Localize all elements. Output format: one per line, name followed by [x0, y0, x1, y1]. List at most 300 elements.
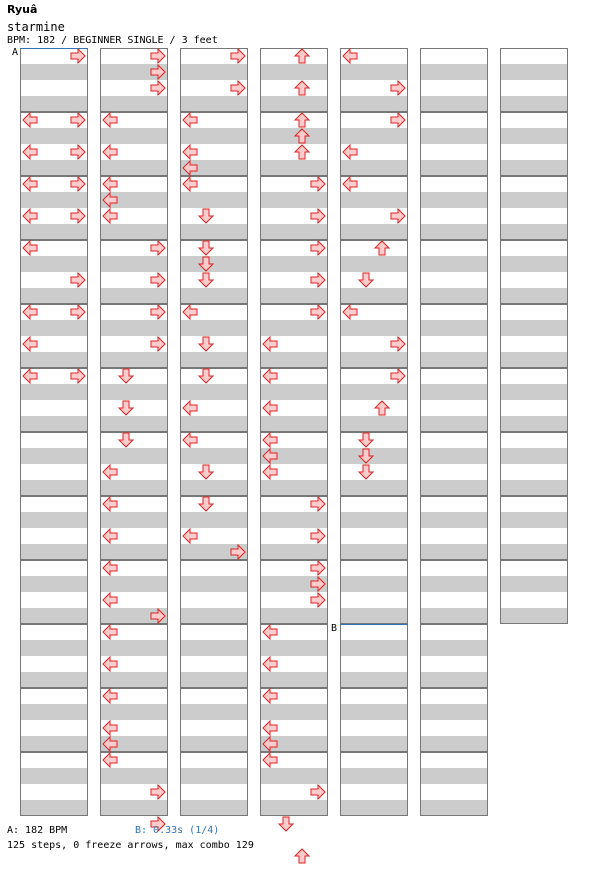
step-stats: 125 steps, 0 freeze arrows, max combo 129	[7, 840, 254, 851]
beat-stripe	[180, 416, 248, 432]
beat-stripe	[260, 768, 328, 784]
beat-stripe	[420, 512, 488, 528]
beat-stripe	[340, 720, 408, 736]
beat-stripe	[420, 176, 488, 192]
beat-stripe	[420, 496, 488, 512]
beat-stripe	[180, 608, 248, 624]
up-arrow-icon	[295, 849, 309, 863]
beat-stripe	[500, 464, 568, 480]
measure	[180, 560, 248, 624]
beat-stripe	[180, 592, 248, 608]
beat-stripe	[180, 624, 248, 640]
down-arrow-icon	[279, 817, 293, 831]
beat-stripe	[180, 752, 248, 768]
beat-stripe	[180, 800, 248, 816]
beat-stripe	[260, 704, 328, 720]
beat-stripe	[180, 768, 248, 784]
beat-stripe	[500, 256, 568, 272]
beat-stripe	[420, 480, 488, 496]
beat-stripe	[420, 64, 488, 80]
beat-stripe	[20, 688, 88, 704]
beat-stripe	[180, 208, 248, 224]
beat-stripe	[180, 352, 248, 368]
beat-stripe	[420, 48, 488, 64]
beat-stripe	[500, 432, 568, 448]
beat-stripe	[340, 800, 408, 816]
beat-stripe	[100, 320, 168, 336]
beat-stripe	[180, 512, 248, 528]
beat-stripe	[420, 432, 488, 448]
beat-stripe	[260, 320, 328, 336]
beat-stripe	[420, 704, 488, 720]
beat-stripe	[500, 96, 568, 112]
beat-stripe	[100, 288, 168, 304]
beat-stripe	[180, 272, 248, 288]
beat-stripe	[100, 256, 168, 272]
measure	[500, 176, 568, 240]
beat-stripe	[420, 256, 488, 272]
beat-stripe	[340, 704, 408, 720]
measure	[420, 240, 488, 304]
beat-stripe	[420, 144, 488, 160]
beat-stripe	[420, 160, 488, 176]
beat-stripe	[420, 784, 488, 800]
beat-stripe	[420, 336, 488, 352]
beat-stripe	[260, 128, 328, 144]
beat-stripe	[180, 480, 248, 496]
beat-stripe	[420, 224, 488, 240]
measure	[420, 560, 488, 624]
beat-stripe	[420, 576, 488, 592]
beat-stripe	[20, 800, 88, 816]
beat-stripe	[20, 720, 88, 736]
beat-stripe	[500, 512, 568, 528]
beat-stripe	[180, 224, 248, 240]
beat-stripe	[420, 208, 488, 224]
beat-stripe	[500, 144, 568, 160]
beat-stripe	[420, 736, 488, 752]
beat-stripe	[340, 528, 408, 544]
beat-stripe	[180, 496, 248, 512]
beat-stripe	[340, 576, 408, 592]
chart-column	[340, 48, 408, 816]
beat-stripe	[420, 368, 488, 384]
measure	[340, 560, 408, 624]
beat-stripe	[260, 640, 328, 656]
beat-stripe	[20, 736, 88, 752]
beat-stripe	[420, 80, 488, 96]
beat-stripe	[420, 96, 488, 112]
beat-stripe	[260, 80, 328, 96]
bpm-legend: A: 182 BPM	[7, 825, 68, 836]
beat-stripe	[260, 416, 328, 432]
beat-stripe	[260, 288, 328, 304]
beat-stripe	[340, 352, 408, 368]
beat-stripe	[260, 160, 328, 176]
beat-stripe	[420, 656, 488, 672]
beat-stripe	[420, 320, 488, 336]
beat-stripe	[20, 400, 88, 416]
beat-stripe	[420, 192, 488, 208]
beat-stripe	[20, 80, 88, 96]
beat-stripe	[420, 304, 488, 320]
measure	[340, 624, 408, 688]
beat-stripe	[340, 448, 408, 464]
beat-stripe	[100, 576, 168, 592]
beat-stripe	[340, 160, 408, 176]
beat-stripe	[100, 512, 168, 528]
beat-stripe	[340, 608, 408, 624]
beat-stripe	[100, 368, 168, 384]
beat-stripe	[20, 352, 88, 368]
beat-stripe	[100, 160, 168, 176]
beat-stripe	[20, 560, 88, 576]
beat-stripe	[260, 384, 328, 400]
measure	[500, 560, 568, 624]
beat-stripe	[100, 384, 168, 400]
beat-stripe	[340, 256, 408, 272]
beat-stripe	[20, 288, 88, 304]
beat-stripe	[180, 672, 248, 688]
beat-stripe	[500, 352, 568, 368]
beat-stripe	[420, 592, 488, 608]
beat-stripe	[340, 240, 408, 256]
beat-stripe	[500, 592, 568, 608]
beat-stripe	[100, 768, 168, 784]
beat-stripe	[340, 768, 408, 784]
beat-stripe	[340, 272, 408, 288]
beat-stripe	[420, 528, 488, 544]
beat-stripe	[260, 512, 328, 528]
beat-stripe	[20, 576, 88, 592]
footer-legend	[7, 825, 220, 836]
beat-stripe	[100, 672, 168, 688]
beat-stripe	[180, 688, 248, 704]
beat-stripe	[340, 656, 408, 672]
beat-stripe	[100, 432, 168, 448]
beat-stripe	[260, 480, 328, 496]
beat-stripe	[340, 624, 408, 640]
beat-stripe	[500, 176, 568, 192]
beat-stripe	[100, 224, 168, 240]
beat-stripe	[420, 624, 488, 640]
beat-stripe	[340, 384, 408, 400]
beat-stripe	[420, 464, 488, 480]
chart-column	[500, 48, 568, 624]
beat-stripe	[260, 544, 328, 560]
beat-stripe	[340, 496, 408, 512]
measure	[340, 496, 408, 560]
beat-stripe	[20, 784, 88, 800]
beat-stripe	[500, 80, 568, 96]
beat-stripe	[500, 496, 568, 512]
measure	[500, 304, 568, 368]
beat-stripe	[180, 448, 248, 464]
measure	[420, 304, 488, 368]
beat-stripe	[500, 448, 568, 464]
measure	[420, 112, 488, 176]
beat-stripe	[500, 544, 568, 560]
beat-stripe	[340, 512, 408, 528]
measure	[500, 496, 568, 560]
beat-stripe	[180, 736, 248, 752]
beat-stripe	[180, 560, 248, 576]
beat-stripe	[20, 320, 88, 336]
beat-stripe	[340, 288, 408, 304]
beat-stripe	[180, 368, 248, 384]
measure	[500, 112, 568, 176]
beat-stripe	[500, 160, 568, 176]
beat-stripe	[20, 512, 88, 528]
beat-stripe	[20, 496, 88, 512]
beat-stripe	[500, 240, 568, 256]
beat-stripe	[100, 400, 168, 416]
beat-stripe	[180, 704, 248, 720]
beat-stripe	[340, 672, 408, 688]
measure	[340, 688, 408, 752]
beat-stripe	[100, 480, 168, 496]
beat-stripe	[20, 704, 88, 720]
beat-stripe	[340, 688, 408, 704]
measure	[20, 688, 88, 752]
measure	[20, 432, 88, 496]
beat-stripe	[340, 192, 408, 208]
beat-stripe	[500, 576, 568, 592]
beat-stripe	[20, 160, 88, 176]
beat-stripe	[420, 352, 488, 368]
beat-stripe	[100, 704, 168, 720]
beat-stripe	[420, 560, 488, 576]
measure	[20, 624, 88, 688]
bpm-marker-a: A	[12, 47, 19, 58]
chart-info: BPM: 182 / BEGINNER SINGLE / 3 feet	[7, 35, 218, 46]
beat-stripe	[340, 544, 408, 560]
beat-stripe	[20, 432, 88, 448]
measure	[500, 48, 568, 112]
beat-stripe	[420, 752, 488, 768]
beat-stripe	[340, 736, 408, 752]
beat-stripe	[20, 464, 88, 480]
beat-stripe	[500, 192, 568, 208]
beat-stripe	[420, 720, 488, 736]
beat-stripe	[340, 416, 408, 432]
measure	[260, 48, 328, 112]
chart-column	[420, 48, 488, 816]
beat-stripe	[340, 752, 408, 768]
beat-stripe	[500, 48, 568, 64]
beat-stripe	[20, 608, 88, 624]
beat-stripe	[500, 384, 568, 400]
measure	[20, 752, 88, 816]
beat-stripe	[180, 384, 248, 400]
beat-stripe	[340, 400, 408, 416]
beat-stripe	[100, 640, 168, 656]
beat-stripe	[420, 544, 488, 560]
beat-stripe	[260, 144, 328, 160]
beat-stripe	[340, 224, 408, 240]
beat-stripe	[180, 656, 248, 672]
measure	[420, 752, 488, 816]
beat-stripe	[100, 544, 168, 560]
measure	[420, 688, 488, 752]
beat-stripe	[180, 464, 248, 480]
beat-stripe	[500, 208, 568, 224]
beat-stripe	[420, 608, 488, 624]
beat-stripe	[20, 96, 88, 112]
beat-stripe	[180, 576, 248, 592]
beat-stripe	[500, 224, 568, 240]
beat-stripe	[260, 800, 328, 816]
beat-stripe	[20, 656, 88, 672]
beat-stripe	[20, 592, 88, 608]
beat-stripe	[20, 624, 88, 640]
beat-stripe	[420, 128, 488, 144]
beat-stripe	[260, 192, 328, 208]
beat-stripe	[500, 320, 568, 336]
beat-stripe	[340, 640, 408, 656]
beat-stripe	[260, 352, 328, 368]
beat-stripe	[100, 416, 168, 432]
beat-stripe	[420, 672, 488, 688]
beat-stripe	[180, 128, 248, 144]
measure	[180, 688, 248, 752]
measure	[420, 176, 488, 240]
beat-stripe	[180, 784, 248, 800]
measure	[260, 112, 328, 176]
beat-stripe	[420, 384, 488, 400]
beat-stripe	[340, 432, 408, 448]
measure	[180, 624, 248, 688]
beat-stripe	[180, 256, 248, 272]
beat-stripe	[420, 448, 488, 464]
beat-stripe	[340, 784, 408, 800]
beat-stripe	[180, 192, 248, 208]
beat-stripe	[420, 688, 488, 704]
beat-stripe	[500, 64, 568, 80]
beat-stripe	[500, 480, 568, 496]
measure	[420, 496, 488, 560]
beat-stripe	[500, 560, 568, 576]
beat-stripe	[180, 64, 248, 80]
beat-stripe	[20, 480, 88, 496]
beat-stripe	[260, 96, 328, 112]
measure	[180, 752, 248, 816]
beat-stripe	[420, 640, 488, 656]
beat-stripe	[500, 112, 568, 128]
beat-stripe	[260, 48, 328, 64]
beat-stripe	[420, 288, 488, 304]
beat-stripe	[340, 592, 408, 608]
beat-stripe	[180, 240, 248, 256]
beat-stripe	[20, 768, 88, 784]
beat-stripe	[180, 336, 248, 352]
measure	[420, 48, 488, 112]
beat-stripe	[20, 672, 88, 688]
measure	[340, 752, 408, 816]
beat-stripe	[500, 416, 568, 432]
measure	[20, 560, 88, 624]
beat-stripe	[340, 480, 408, 496]
beat-stripe	[500, 400, 568, 416]
beat-stripe	[20, 64, 88, 80]
beat-stripe	[500, 608, 568, 624]
beat-stripe	[20, 384, 88, 400]
beat-stripe	[20, 752, 88, 768]
beat-stripe	[500, 128, 568, 144]
beat-stripe	[20, 416, 88, 432]
beat-stripe	[20, 224, 88, 240]
beat-stripe	[20, 640, 88, 656]
stop-marker-b: B	[331, 623, 338, 634]
beat-stripe	[420, 416, 488, 432]
beat-stripe	[100, 352, 168, 368]
stop-legend: B: 0.33s (1/4)	[135, 825, 220, 836]
beat-stripe	[260, 112, 328, 128]
beat-stripe	[100, 800, 168, 816]
beat-stripe	[260, 64, 328, 80]
beat-stripe	[500, 336, 568, 352]
beat-stripe	[180, 320, 248, 336]
beat-stripe	[500, 368, 568, 384]
beat-stripe	[20, 448, 88, 464]
beat-stripe	[420, 272, 488, 288]
artist-name: Ryuâ	[7, 3, 38, 16]
measure	[180, 240, 248, 304]
measure	[500, 240, 568, 304]
beat-stripe	[420, 800, 488, 816]
beat-stripe	[20, 528, 88, 544]
beat-stripe	[340, 320, 408, 336]
measure	[500, 368, 568, 432]
measure	[180, 368, 248, 432]
beat-stripe	[500, 288, 568, 304]
measure	[420, 368, 488, 432]
beat-stripe	[260, 256, 328, 272]
measure	[100, 432, 168, 496]
beat-stripe	[500, 528, 568, 544]
beat-stripe	[260, 608, 328, 624]
beat-stripe	[20, 256, 88, 272]
beat-stripe	[100, 128, 168, 144]
beat-stripe	[340, 128, 408, 144]
chart-column	[20, 48, 88, 816]
beat-stripe	[20, 128, 88, 144]
beat-stripe	[340, 96, 408, 112]
beat-stripe	[500, 304, 568, 320]
measure	[20, 496, 88, 560]
beat-stripe	[180, 640, 248, 656]
beat-stripe	[180, 720, 248, 736]
beat-stripe	[260, 224, 328, 240]
beat-stripe	[20, 192, 88, 208]
song-title: starmine	[7, 20, 65, 34]
measure	[340, 432, 408, 496]
beat-stripe	[420, 112, 488, 128]
beat-stripe	[100, 448, 168, 464]
measure	[340, 240, 408, 304]
measure	[500, 432, 568, 496]
beat-stripe	[100, 96, 168, 112]
measure	[100, 368, 168, 432]
beat-stripe	[260, 672, 328, 688]
beat-stripe	[420, 768, 488, 784]
beat-stripe	[180, 288, 248, 304]
measure	[420, 624, 488, 688]
beat-stripe	[420, 240, 488, 256]
beat-stripe	[420, 400, 488, 416]
beat-stripe	[500, 272, 568, 288]
beat-stripe	[340, 560, 408, 576]
